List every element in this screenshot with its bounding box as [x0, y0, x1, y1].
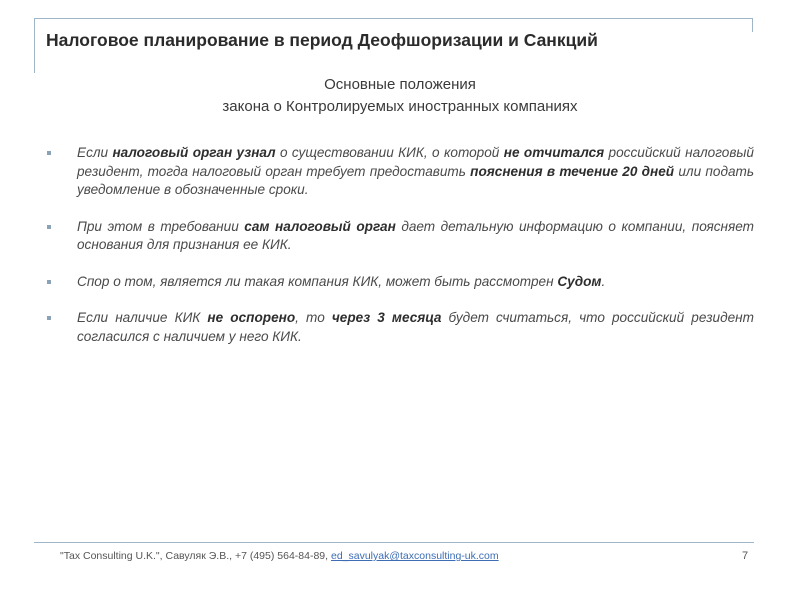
bullet-emphasis: Судом [557, 273, 602, 289]
subtitle [0, 74, 800, 118]
bullet-item [44, 218, 754, 255]
footer-contact: "Tax Consulting U.K.", Савуляк Э.В., +7 (495) 564-84-89, [60, 550, 331, 562]
bullet-text: , то [295, 310, 332, 325]
bullet-text: Спор о том, является ли такая компания КИК, может быть рассмотрен [77, 273, 558, 289]
bullet-marker-icon [47, 316, 51, 320]
bullet-text: При этом в требовании [77, 218, 245, 234]
bullet-marker-icon [47, 151, 51, 155]
bullet-text: Если [77, 145, 113, 160]
footer-divider [34, 542, 754, 543]
bullet-text: или подать уведомление в обозначенные сроки. [77, 163, 754, 197]
frame-right-tick [752, 18, 753, 32]
page-title: Налоговое планирование в период Деофшоризации и Санкций [46, 30, 598, 50]
bullet-item [44, 309, 754, 346]
bullet-emphasis: не отчитался [503, 145, 605, 160]
bullet-emphasis: налоговый орган узнал [112, 145, 276, 160]
bullet-text: будет считаться, что российский резидент согласился с наличием у него КИК. [77, 310, 754, 344]
bullet-item [44, 144, 754, 200]
frame-left-line [34, 18, 35, 73]
subtitle-line-2: закона о Контролируемых иностранных компаниях [222, 98, 578, 115]
bullet-emphasis: через 3 месяца [331, 310, 442, 325]
footer-email-link[interactable]: ed_savulyak@taxconsulting-uk.com [330, 550, 499, 562]
bullet-item [44, 273, 754, 292]
bullet-emphasis: сам налоговый орган [244, 218, 396, 234]
bullet-text: . [601, 273, 606, 289]
footer [60, 550, 499, 562]
bullet-text: дает детальную информацию о компании, поясняет основания для признания ее КИК. [77, 218, 754, 252]
bullet-text: российский налоговый резидент, тогда налоговый орган требует предоставить [77, 145, 754, 179]
bullet-text: о существовании КИК, о которой [275, 145, 504, 160]
subtitle-line-1: Основные положения [324, 76, 476, 93]
bullet-marker-icon [47, 280, 51, 284]
bullet-emphasis: не оспорено [207, 310, 296, 325]
bullet-emphasis: пояснения в течение 20 дней [470, 163, 675, 179]
page-number: 7 [742, 550, 749, 562]
bullet-text: Если наличие КИК [77, 310, 208, 325]
bullet-list [44, 144, 754, 364]
bullet-marker-icon [47, 225, 51, 229]
frame-top-line [34, 18, 753, 19]
